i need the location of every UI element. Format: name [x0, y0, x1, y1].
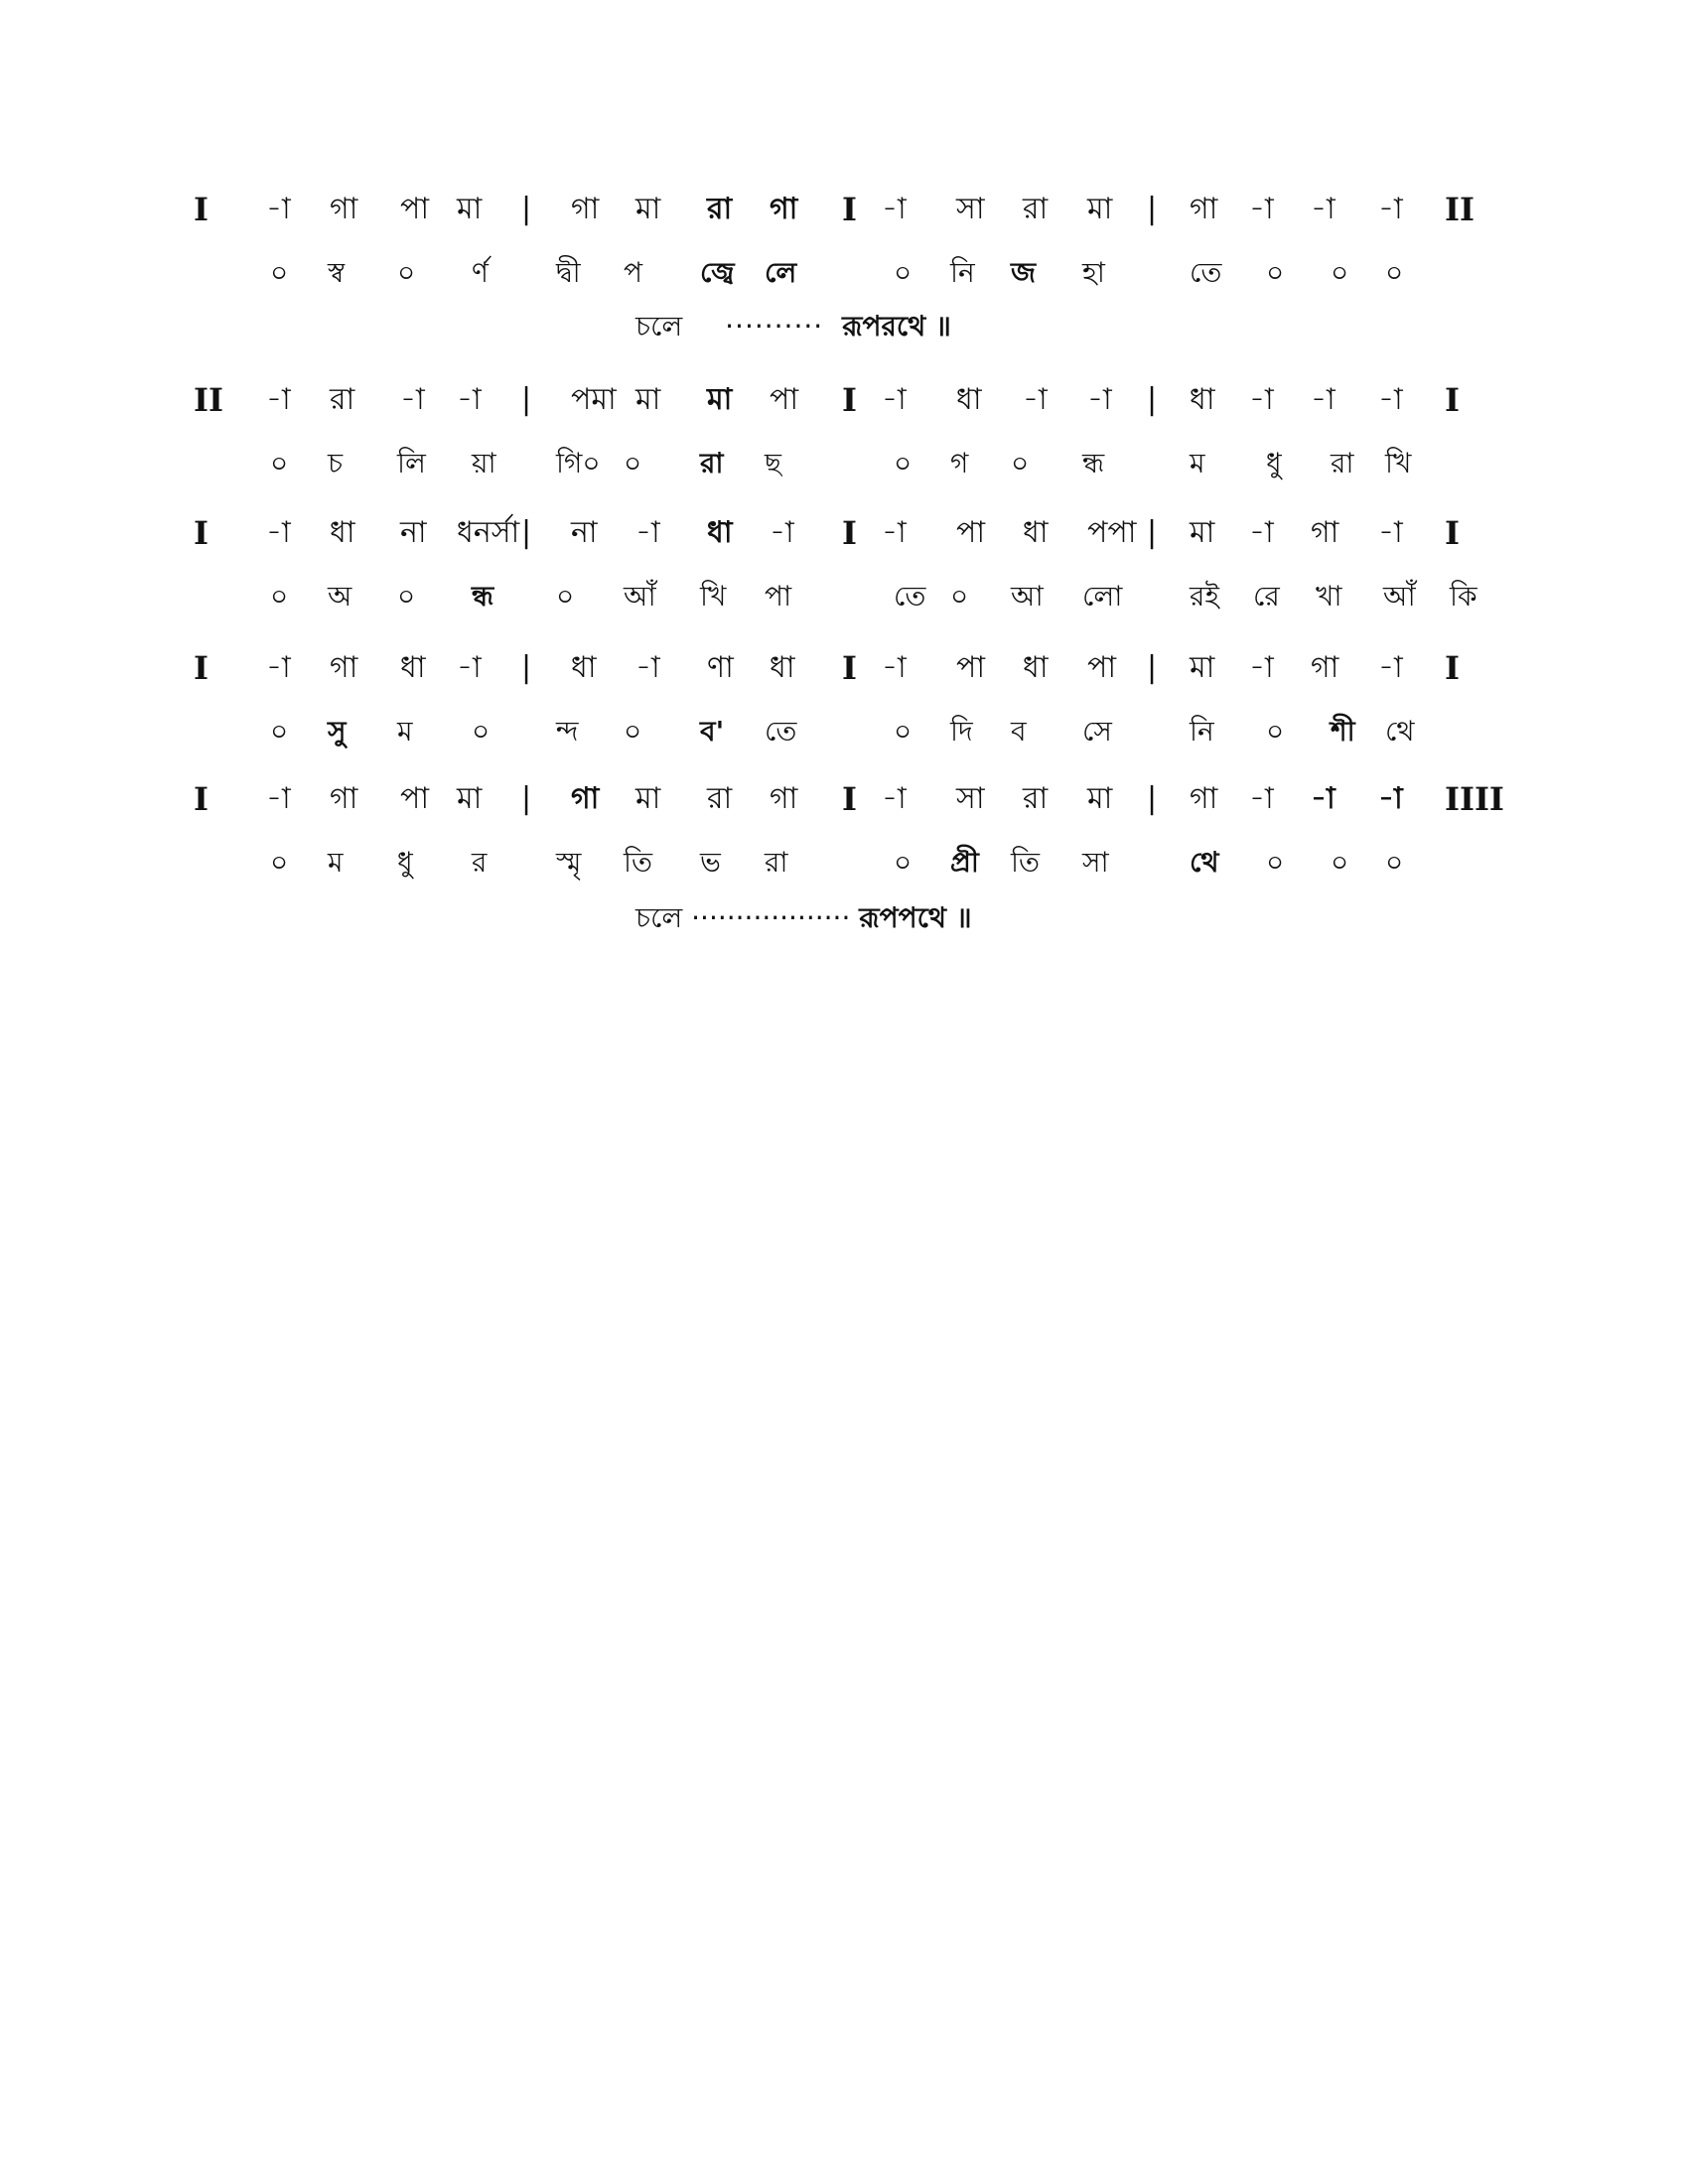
swara-note: না — [400, 515, 427, 550]
section-marker: I — [842, 191, 857, 228]
section-marker: I — [194, 514, 209, 552]
swara-note: ধা — [1190, 382, 1215, 417]
lyric-syllable: প্রী — [950, 846, 979, 879]
swara-note: -া — [400, 382, 425, 417]
lyric-syllable: আঁ — [624, 580, 656, 613]
swara-note: পা — [1087, 650, 1117, 685]
swara-note: -া — [1378, 192, 1403, 226]
refrain-dots: ·········· — [725, 310, 824, 342]
swara-note: ধা — [330, 515, 355, 550]
lyric-syllable: খা — [1316, 580, 1342, 613]
swara-note: না — [571, 515, 598, 550]
swara-note: -া — [266, 382, 291, 417]
beat-divider: | — [521, 781, 532, 816]
swara-note: পা — [400, 192, 430, 226]
lyric-syllable: ০ — [270, 447, 289, 479]
swara-note: রা — [707, 192, 733, 226]
section-marker: I — [842, 780, 857, 818]
lyric-syllable: ০ — [894, 256, 913, 289]
swara-row — [0, 774, 1688, 824]
swara-row — [0, 508, 1688, 558]
lyric-syllable: ন্ধ — [1082, 447, 1105, 479]
swara-note: পা — [956, 515, 986, 550]
section-marker: IIII — [1445, 780, 1504, 818]
lyric-syllable: ম — [397, 715, 413, 748]
swara-note: গা — [770, 192, 798, 226]
swara-note: ধা — [1023, 650, 1049, 685]
lyric-syllable: অ — [328, 580, 352, 613]
swara-note: পা — [956, 650, 986, 685]
lyric-syllable: ন্ধ — [472, 580, 494, 613]
lyric-row — [0, 572, 1688, 621]
beat-divider: | — [521, 650, 532, 685]
lyric-syllable: ম — [1190, 447, 1205, 479]
swara-note: গা — [330, 650, 358, 685]
swara-note: ধা — [571, 650, 597, 685]
swara-note: -া — [1249, 650, 1274, 685]
swara-note: -া — [457, 382, 482, 417]
lyric-syllable: তে — [765, 715, 797, 748]
lyric-syllable: ম — [328, 846, 344, 879]
swara-note: -া — [266, 192, 291, 226]
swara-note: ণা — [707, 650, 734, 685]
lyric-row — [0, 838, 1688, 887]
lyric-syllable: ছ — [765, 447, 781, 479]
swara-note: মা — [635, 382, 661, 417]
swara-note: -া — [882, 382, 907, 417]
swara-note: -া — [1311, 382, 1336, 417]
lyric-syllable: কি — [1450, 580, 1477, 613]
lyric-syllable: দি — [950, 715, 973, 748]
swara-note: গা — [1190, 192, 1218, 226]
swara-note: -া — [1378, 781, 1403, 816]
lyric-syllable: খি — [700, 580, 727, 613]
swara-note: -া — [1023, 382, 1048, 417]
swara-note: -া — [882, 515, 907, 550]
section-marker: I — [1445, 514, 1460, 552]
swara-note: পমা — [571, 382, 617, 417]
lyric-syllable: ০ — [894, 846, 913, 879]
swara-note: পা — [770, 382, 799, 417]
swara-note: -া — [1249, 781, 1274, 816]
lyric-syllable: ধু — [1266, 447, 1282, 479]
lyric-syllable: ০ — [1331, 846, 1349, 879]
lyric-syllable: রা — [765, 846, 788, 879]
swara-note: -া — [882, 650, 907, 685]
swara-note: -া — [1087, 382, 1112, 417]
swara-note: -া — [882, 781, 907, 816]
swara-note: -া — [1311, 781, 1336, 816]
section-marker: I — [194, 649, 209, 687]
lyric-syllable: জ্বে — [700, 256, 735, 289]
beat-divider: | — [521, 515, 532, 550]
section-marker: I — [842, 514, 857, 552]
lyric-syllable: ০ — [270, 846, 289, 879]
swara-row — [0, 375, 1688, 425]
lyric-syllable: ০ — [1266, 256, 1285, 289]
lyric-syllable: ব' — [700, 715, 725, 748]
swara-note: -া — [1378, 515, 1403, 550]
section-marker: I — [842, 381, 857, 419]
swara-note: ধা — [770, 650, 795, 685]
swara-note: গা — [330, 781, 358, 816]
lyric-syllable: ০ — [270, 715, 289, 748]
refrain-dots: ·················· — [691, 901, 851, 934]
swara-note: মা — [1190, 650, 1215, 685]
swara-note: মা — [1087, 781, 1113, 816]
section-marker: I — [1445, 649, 1460, 687]
swara-note: মা — [1190, 515, 1215, 550]
refrain-line-2 — [635, 893, 972, 943]
swara-note: -া — [266, 781, 291, 816]
lyric-syllable: ০ — [556, 580, 575, 613]
lyric-syllable: ০ — [624, 447, 642, 479]
lyric-syllable: নি — [950, 256, 975, 289]
lyric-syllable: ০ — [1331, 256, 1349, 289]
lyric-syllable: স্ব — [328, 256, 346, 289]
beat-divider: | — [521, 382, 532, 417]
lyric-syllable: গি০ — [556, 447, 601, 479]
lyric-syllable: তি — [1011, 846, 1041, 879]
swara-note: পা — [400, 781, 430, 816]
swara-note: -া — [1249, 382, 1274, 417]
lyric-syllable: সে — [1082, 715, 1112, 748]
lyric-syllable: প — [624, 256, 643, 289]
swara-note: ধা — [707, 515, 733, 550]
swara-note: মা — [457, 192, 483, 226]
swara-note: সা — [956, 192, 985, 226]
swara-note: গা — [1190, 781, 1218, 816]
refrain-start: চলে — [635, 901, 683, 934]
lyric-syllable: ব — [1011, 715, 1027, 748]
swara-note: -া — [266, 650, 291, 685]
lyric-syllable: ০ — [397, 580, 416, 613]
swara-row — [0, 643, 1688, 693]
swara-note: গা — [1311, 515, 1339, 550]
refrain-end: রূপরথে ॥ — [842, 310, 951, 342]
lyric-syllable: পা — [765, 580, 792, 613]
swara-note: রা — [1023, 781, 1049, 816]
section-marker: I — [194, 191, 209, 228]
section-marker: I — [842, 649, 857, 687]
swara-note: রা — [330, 382, 355, 417]
beat-divider: | — [1147, 781, 1158, 816]
beat-divider: | — [1147, 650, 1158, 685]
swara-note: মা — [635, 781, 661, 816]
swara-note: ধা — [400, 650, 426, 685]
lyric-syllable: য়া — [472, 447, 496, 479]
lyric-syllable: ০ — [270, 256, 289, 289]
lyric-syllable: ০ — [1385, 256, 1404, 289]
lyric-syllable: নি — [1190, 715, 1214, 748]
beat-divider: | — [521, 192, 532, 226]
lyric-syllable: থে — [1385, 715, 1415, 748]
lyric-syllable: লি — [397, 447, 426, 479]
swara-note: পপা — [1087, 515, 1137, 550]
swara-note: মা — [707, 382, 733, 417]
swara-note: ধা — [956, 382, 982, 417]
swara-note: -া — [882, 192, 907, 226]
beat-divider: | — [1147, 382, 1158, 417]
swara-note: -া — [1378, 382, 1403, 417]
swara-note: গা — [571, 781, 600, 816]
lyric-syllable: রা — [700, 447, 724, 479]
beat-divider: | — [1147, 192, 1158, 226]
swara-note: -া — [457, 650, 482, 685]
swara-note: -া — [1378, 650, 1403, 685]
lyric-syllable: ০ — [270, 580, 289, 613]
lyric-syllable: আঁ — [1383, 580, 1416, 613]
lyric-row — [0, 248, 1688, 298]
lyric-syllable: রা — [1331, 447, 1354, 479]
section-marker: I — [1445, 381, 1460, 419]
lyric-row — [0, 439, 1688, 488]
lyric-syllable: তে — [894, 580, 926, 613]
lyric-syllable: লো — [1082, 580, 1123, 613]
lyric-syllable: রই — [1190, 580, 1219, 613]
lyric-syllable: সু — [328, 715, 347, 748]
lyric-syllable: ০ — [1266, 715, 1285, 748]
lyric-syllable: ০ — [472, 715, 491, 748]
swara-note: -া — [635, 515, 660, 550]
lyric-syllable: র্ণ — [472, 256, 489, 289]
swara-note: গা — [770, 781, 798, 816]
section-marker: II — [194, 381, 223, 419]
swara-note: -া — [1249, 515, 1274, 550]
beat-divider: | — [1147, 515, 1158, 550]
swara-note: -া — [1249, 192, 1274, 226]
lyric-syllable: ০ — [1385, 846, 1404, 879]
refrain-start: চলে — [635, 310, 683, 342]
lyric-syllable: লে — [765, 256, 797, 289]
refrain-line-1 — [635, 302, 951, 351]
lyric-syllable: ০ — [894, 715, 913, 748]
lyric-syllable: ০ — [1011, 447, 1030, 479]
section-marker: II — [1445, 191, 1475, 228]
swara-note: মা — [635, 192, 661, 226]
lyric-syllable: স্মৃ — [556, 846, 582, 879]
section-marker: I — [194, 780, 209, 818]
swara-note: ধনর্সা — [457, 515, 520, 550]
lyric-syllable: গ — [950, 447, 969, 479]
swara-row — [0, 185, 1688, 234]
lyric-syllable: ০ — [624, 715, 642, 748]
swara-note: মা — [457, 781, 483, 816]
swara-note: -া — [770, 515, 794, 550]
swara-note: ধা — [1023, 515, 1049, 550]
lyric-syllable: র — [472, 846, 488, 879]
lyric-syllable: থে — [1190, 846, 1219, 879]
lyric-syllable: ০ — [1266, 846, 1285, 879]
lyric-syllable: জ — [1011, 256, 1037, 289]
lyric-syllable: ০ — [894, 447, 913, 479]
lyric-syllable: সা — [1082, 846, 1109, 879]
lyric-row — [0, 707, 1688, 756]
lyric-syllable: দ্বী — [556, 256, 581, 289]
lyric-syllable: চ — [328, 447, 344, 479]
lyric-syllable: ধু — [397, 846, 413, 879]
lyric-syllable: ০ — [950, 580, 969, 613]
swara-note: গা — [330, 192, 358, 226]
lyric-syllable: হা — [1082, 256, 1105, 289]
lyric-syllable: রে — [1253, 580, 1280, 613]
refrain-end: রূপপথে ॥ — [859, 901, 972, 934]
swara-note: -া — [266, 515, 291, 550]
swara-note: গা — [571, 192, 600, 226]
swara-note: মা — [1087, 192, 1113, 226]
swara-note: -া — [1311, 192, 1336, 226]
lyric-syllable: ন্দ — [556, 715, 579, 748]
lyric-syllable: খি — [1385, 447, 1412, 479]
lyric-syllable: শী — [1331, 715, 1355, 748]
lyric-syllable: ভ — [700, 846, 721, 879]
swara-note: -া — [635, 650, 660, 685]
swara-note: রা — [707, 781, 733, 816]
swara-note: সা — [956, 781, 985, 816]
lyric-syllable: ০ — [397, 256, 416, 289]
swara-note: গা — [1311, 650, 1339, 685]
lyric-syllable: তি — [624, 846, 653, 879]
lyric-syllable: তে — [1190, 256, 1222, 289]
lyric-syllable: আ — [1011, 580, 1044, 613]
swara-note: রা — [1023, 192, 1049, 226]
